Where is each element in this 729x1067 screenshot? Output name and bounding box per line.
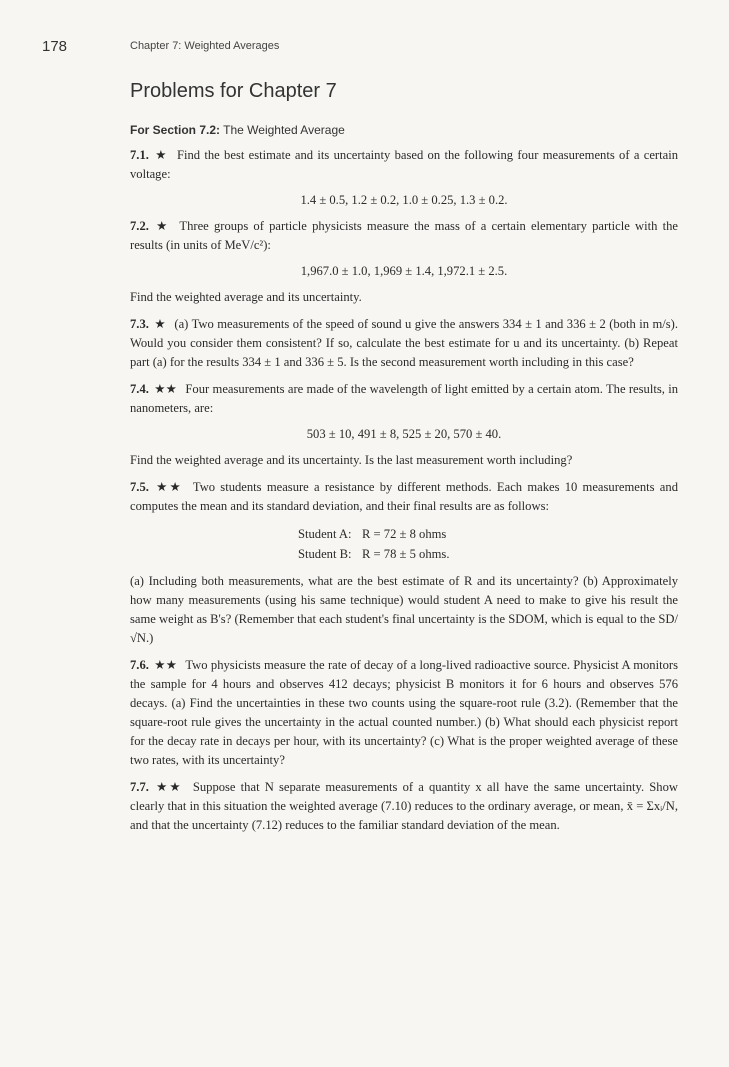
student-value: R = 78 ± 5 ohms.: [362, 547, 450, 561]
problem-text: Three groups of particle physicists measure the mass of a certain elementary particle with the results (in units of MeV/c²):: [130, 219, 679, 252]
student-row: [298, 544, 678, 564]
problem-equation: 1,967.0 ± 1.0, 1,969 ± 1.4, 1,972.1 ± 2.5.: [300, 264, 508, 278]
page-content: [130, 80, 678, 843]
difficulty-stars: ★★: [156, 780, 183, 794]
problem-equation: 503 ± 10, 491 ± 8, 525 ± 20, 570 ± 40.: [306, 427, 502, 441]
problem-text: Two physicists measure the rate of decay of a long-lived radioactive source. Physicist A monitors the sample for 4 hours and observes 412 decays; physicist B monitors it for 6 hours and observes 576 decays. (a) Find the uncertainties in these two counts using the square-root rule (3.2). (Remember that the square-root rule gives the uncertainty in the actual counted number.) (b) What should each physicist report for the decay rate in decays per hour, with its uncertainty? (c) What is the proper weighted average of these two rates, with its uncertainty?: [130, 658, 678, 767]
problem-7-6: [130, 656, 678, 770]
page-number: 178: [42, 38, 68, 55]
problem-text: Two students measure a resistance by different methods. Each makes 10 measurements and computes the mean and its standard deviation, and their final results are as follows:: [130, 480, 678, 513]
section-heading: [130, 123, 678, 137]
student-results: [298, 524, 678, 564]
problem-7-4: [130, 380, 678, 418]
difficulty-stars: ★: [155, 148, 168, 162]
difficulty-stars: ★: [156, 219, 170, 233]
student-row: [298, 524, 678, 544]
problem-equation: 1.4 ± 0.5, 1.2 ± 0.2, 1.0 ± 0.25, 1.3 ± 0.2.: [300, 193, 508, 207]
section-label: For Section 7.2:: [130, 123, 221, 137]
difficulty-stars: ★★: [154, 658, 178, 672]
problem-followup: (a) Including both measurements, what are the best estimate of R and its uncertainty? (b) Approximately how many measurements (using his same technique) would student A need to make to give his result the same weight as B's? (Remember that each student's final uncertainty is the SDOM, which is equal to the SD/√N.): [130, 574, 678, 645]
problem-number: 7.3.: [130, 317, 149, 331]
problem-7-2: [130, 217, 678, 255]
problem-number: 7.1.: [130, 148, 149, 162]
problem-text: Find the best estimate and its uncertainty based on the following four measurements of a certain voltage:: [130, 148, 678, 181]
page-title: Problems for Chapter 7: [130, 80, 337, 102]
problem-text: (a) Two measurements of the speed of sound u give the answers 334 ± 1 and 336 ± 2 (both in m/s). Would you consider them consistent? If so, calculate the best estimate for u and its uncertainty. (b) Repeat part (a) for the results 334 ± 1 and 336 ± 5. Is the second measurement worth including in this case?: [130, 317, 679, 369]
problem-number: 7.2.: [130, 219, 149, 233]
problem-text: Four measurements are made of the wavelength of light emitted by a certain atom. The results, in nanometers, are:: [130, 382, 678, 415]
student-label: Student B:: [298, 547, 352, 561]
problem-text: Suppose that N separate measurements of a quantity x all have the same uncertainty. Show clearly that in this situation the weighted average (7.10) reduces to the ordinary average, or mean, x̄ = Σxᵢ/N, and that the uncertainty (7.12) reduces to the familiar standard deviation of the mean.: [130, 780, 678, 832]
section-name: The Weighted Average: [220, 123, 345, 137]
problem-7-5: [130, 478, 678, 516]
problem-followup: Find the weighted average and its uncertainty. Is the last measurement worth including?: [130, 453, 573, 467]
problem-number: 7.5.: [130, 480, 149, 494]
problem-number: 7.6.: [130, 658, 149, 672]
running-head: Chapter 7: Weighted Averages: [130, 40, 280, 52]
student-value: R = 72 ± 8 ohms: [362, 527, 447, 541]
page-header: [42, 38, 669, 58]
problem-number: 7.7.: [130, 780, 149, 794]
problem-7-1: [130, 146, 678, 184]
student-label: Student A:: [298, 527, 352, 541]
difficulty-stars: ★★: [154, 382, 178, 396]
difficulty-stars: ★★: [156, 480, 183, 494]
difficulty-stars: ★: [154, 317, 166, 331]
problem-7-7: [130, 778, 678, 835]
problem-followup: Find the weighted average and its uncertainty.: [130, 290, 362, 304]
problem-number: 7.4.: [130, 382, 149, 396]
problem-7-3: [130, 315, 678, 372]
